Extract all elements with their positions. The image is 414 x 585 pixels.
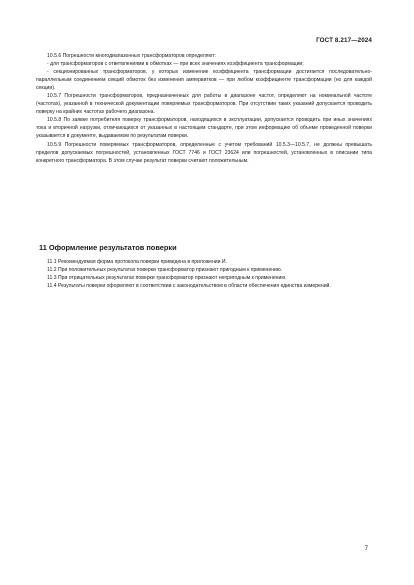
- paragraph: 11.3 При отрицательных результатах поверки трансформатор признают непригодным к применению.: [47, 275, 287, 282]
- page-number: 7: [364, 546, 368, 552]
- paragraph: 11.2 При положительных результатах поверки трансформатор признают пригодным к применению.: [47, 267, 283, 274]
- document-code: ГОСТ 8.217—2024: [316, 37, 372, 44]
- section-heading: 11 Оформление результатов поверки: [39, 243, 177, 252]
- paragraph: 10.5.6 Погрешности многодиапазонных трансформаторов определяют:: [47, 53, 216, 59]
- section-11-text: [36, 258, 372, 290]
- paragraph: 10.5.9 Погрешности поверяемых трансформаторов, определенные с учетом требований 10.5.3—10.5.7, не должны превышать пределов допускаемых погрешностей, установленных ГОСТ 7746 и ГОСТ 23624 или погрешностей, установленных в описании типа конкретного трансформатора. В этом случае результат поверки считают положительным.: [36, 141, 372, 164]
- paragraph: - секционированных трансформаторов, у которых изменение коэффициента трансформации достигается последовательно-параллельным соединением секций обмоток без изменения ампервитков — при любом коэффициенте трансформации (но для каждой секции).: [36, 69, 372, 92]
- paragraph: 11.4 Результаты поверки оформляют в соответствии с законодательством в области обеспечения единства измерений.: [47, 283, 331, 290]
- paragraph: 11.1 Рекомендуемая форма протокола поверки приведена в приложении И.: [47, 259, 227, 265]
- paragraph: 10.5.8 По заявке потребителя поверку трансформаторов, находящихся в эксплуатации, допускается проводить при иных значениях тока и вторичной нагрузки, отличающихся от указанных в настоящем стандарте, при этом информацию об объеме проведенной поверки указывается в документе, выдаваемом по результатам поверки.: [36, 117, 372, 140]
- paragraph: - для трансформаторов с ответвлениями в обмотках — при всех значениях коэффициента трансформации;: [47, 61, 304, 68]
- section-10-text: [36, 52, 372, 165]
- paragraph: 10.5.7 Погрешности трансформаторов, предназначенных для работы в диапазоне частот, определяют на номинальной частоте (частотах), указанной в технической документации поверяемых трансформаторов. При отсутствии таких указаний допускается проводить поверку на крайних частотах рабочего диапазона.: [36, 93, 372, 116]
